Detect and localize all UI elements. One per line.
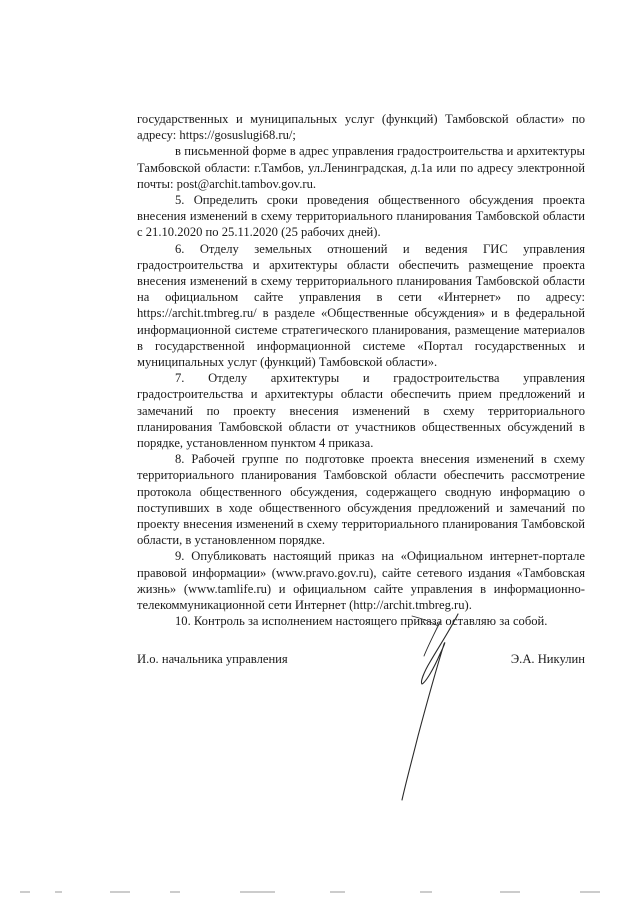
paragraph-9: 9. Опубликовать настоящий приказ на «Официальном интернет-портале правовой информации» (www.pravo.gov.ru), сайте сетевого издания «Тамбовская жизнь» (www.tamlife.ru) и официальном сайте управления в информационно-телекоммуникационной сети Интернет (http://archit.tmbreg.ru). — [137, 549, 585, 613]
paragraph-4-continuation: государственных и муниципальных услуг (функций) Тамбовской области» по адресу: https://gosuslugi68.ru/; — [137, 112, 585, 143]
paragraph-7: 7. Отделу архитектуры и градостроительства управления градостроительства и архитектуры области обеспечить прием предложений и замечаний по проекту внесения изменений в схему территориального планирования Тамбовской области от участников общественных обсуждений в порядке, установленном пунктом 4 приказа. — [137, 371, 585, 451]
signatory-name: Э.А. Никулин — [510, 652, 585, 666]
paragraph-6: 6. Отделу земельных отношений и ведения ГИС управления градостроительства и архитектуры области обеспечить размещение проекта внесения изменений в схему территориального планирования Тамбовской области на официальном сайте управления в сети «Интернет» по адресу: https://archit.tmbreg.ru/ в разделе «Общественные обсуждения» и в федеральной информационной системе стратегического планирования, размещение материалов в государственной информационной системе «Портал государственных и муниципальных услуг (функций) Тамбовской области». — [137, 241, 585, 370]
scan-artifacts — [0, 880, 640, 900]
signatory-position: И.о. начальника управления — [137, 652, 288, 666]
paragraph-5: 5. Определить сроки проведения общественного обсуждения проекта внесения изменений в схему территориального планирования Тамбовской области с 21.10.2020 по 25.11.2020 (25 рабочих дней). — [137, 193, 585, 240]
document-body — [137, 111, 585, 630]
signature-row — [137, 652, 585, 672]
paragraph-10: 10. Контроль за исполнением настоящего приказа оставляю за собой. — [175, 614, 548, 629]
paragraph-4-written-form: в письменной форме в адрес управления градостроительства и архитектуры Тамбовской области: г.Тамбов, ул.Ленинградская, д.1а или по адресу электронной почты: post@archit.tambov.gov.ru. — [137, 144, 585, 191]
paragraph-8: 8. Рабочей группе по подготовке проекта внесения изменений в схему территориального планирования Тамбовской области обеспечить рассмотрение протокола общественного обсуждения, содержащего сводную информацию о поступивших в ходе общественного обсуждения предложений и замечаний по проекту внесения изменений в схему территориального планирования Тамбовской области, в установленном порядке. — [137, 452, 585, 548]
handwritten-signature — [380, 610, 470, 810]
